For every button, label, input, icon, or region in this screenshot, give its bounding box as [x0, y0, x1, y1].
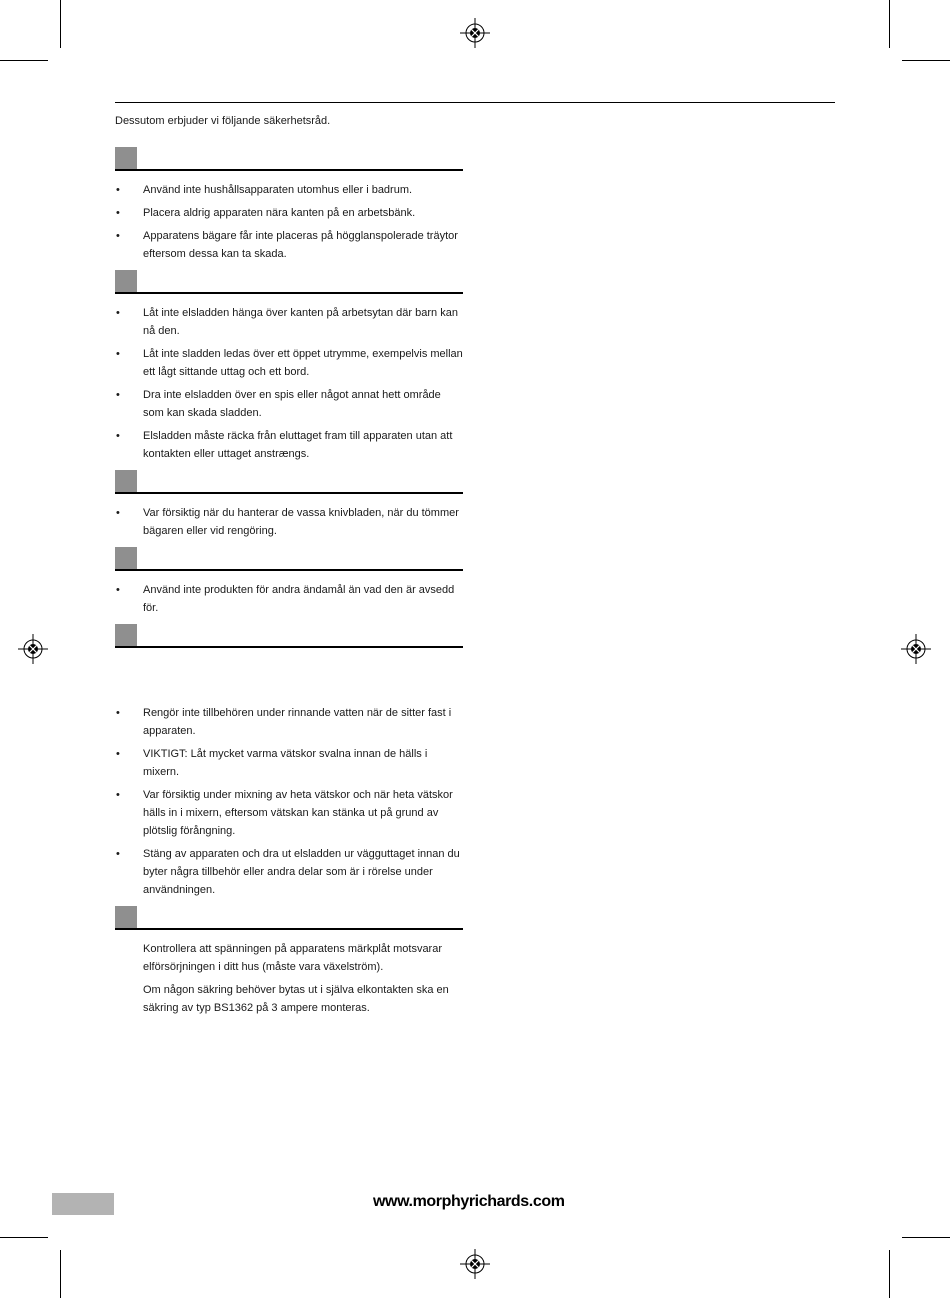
bullet-icon: •: [116, 789, 120, 801]
section-header: [115, 906, 463, 930]
list-item: [115, 304, 463, 340]
crop-mark: [902, 60, 950, 61]
list-item-text: Låt inte sladden ledas över ett öppet utrymme, exempelvis mellan ett lågt sittande uttag och ett bord.: [143, 348, 463, 378]
list-item: [115, 845, 463, 899]
bullet-icon: •: [116, 584, 120, 596]
paragraph: Om någon säkring behöver bytas ut i själva elkontakten ska en säkring av typ BS1362 på 3 ampere monteras.: [143, 984, 449, 1014]
bullet-list: [115, 504, 463, 540]
list-item-text: Dra inte elsladden över en spis eller något annat hett område som kan skada sladden.: [143, 389, 441, 419]
page-number-box: [52, 1193, 114, 1215]
list-item-text: Använd inte produkten för andra ändamål än vad den är avsedd för.: [143, 584, 455, 614]
paragraph: Kontrollera att spänningen på apparatens märkplåt motsvarar elförsörjningen i ditt hus (måste vara växelström).: [143, 943, 443, 973]
section-marker: [115, 624, 137, 646]
intro-text: Dessutom erbjuder vi följande säkerhetsråd.: [115, 115, 331, 127]
bullet-icon: •: [116, 507, 120, 519]
list-item-text: Var försiktig när du hanterar de vassa knivbladen, när du tömmer bägaren eller vid rengöring.: [143, 507, 459, 537]
bullet-icon: •: [116, 707, 120, 719]
registration-mark-icon: [460, 1249, 490, 1279]
list-item-text: Elsladden måste räcka från eluttaget fram till apparaten utan att kontakten eller uttaget anstrængs.: [143, 430, 453, 460]
list-item: [115, 745, 463, 781]
bullet-list: [115, 181, 463, 263]
crop-mark: [889, 1250, 890, 1298]
footer-url[interactable]: www.morphyrichards.com: [373, 1193, 565, 1210]
list-item: [115, 204, 463, 222]
section-header: [115, 547, 463, 571]
bullet-list: [115, 304, 463, 463]
bullet-icon: •: [116, 348, 120, 360]
bullet-icon: •: [116, 184, 120, 196]
header-rule: [115, 102, 835, 103]
blank-space: [115, 658, 463, 704]
bullet-icon: •: [116, 848, 120, 860]
registration-mark-icon: [901, 634, 931, 664]
bullet-icon: •: [116, 307, 120, 319]
list-item-text: Var försiktig under mixning av heta vätskor och när heta vätskor hälls in i mixern, eftersom vätskan kan stänka ut på grund av plötslig förångning.: [143, 789, 453, 837]
list-item: [115, 181, 463, 199]
list-item: [115, 704, 463, 740]
bullet-icon: •: [116, 230, 120, 242]
registration-mark-icon: [18, 634, 48, 664]
crop-mark: [0, 1237, 48, 1238]
list-item: [115, 786, 463, 840]
section-marker: [115, 270, 137, 292]
list-item: [115, 345, 463, 381]
bullet-icon: •: [116, 430, 120, 442]
list-item-text: Placera aldrig apparaten nära kanten på en arbetsbänk.: [143, 207, 416, 219]
crop-mark: [60, 1250, 61, 1298]
list-item-text: Använd inte hushållsapparaten utomhus eller i badrum.: [143, 184, 413, 196]
crop-mark: [60, 0, 61, 48]
list-item-text: Låt inte elsladden hänga över kanten på arbetsytan där barn kan nå den.: [143, 307, 458, 337]
list-item-text: Stäng av apparaten och dra ut elsladden ur vägguttaget innan du byter några tillbehör eller andra delar som är i rörelse under användningen.: [143, 848, 460, 896]
section-header: [115, 147, 463, 171]
section-marker: [115, 147, 137, 169]
crop-mark: [902, 1237, 950, 1238]
section-marker: [115, 547, 137, 569]
crop-mark: [0, 60, 48, 61]
registration-mark-icon: [460, 18, 490, 48]
list-item-text: Apparatens bägare får inte placeras på högglanspolerade träytor eftersom dessa kan ta skada.: [143, 230, 458, 260]
section-header: [115, 624, 463, 648]
bullet-icon: •: [116, 748, 120, 760]
list-item: [115, 386, 463, 422]
list-item-text: Rengör inte tillbehören under rinnande vatten när de sitter fast i apparaten.: [143, 707, 452, 737]
bullet-list: [115, 581, 463, 617]
list-item: [115, 427, 463, 463]
bullet-list: [115, 704, 463, 899]
bullet-icon: •: [116, 389, 120, 401]
section-marker: [115, 906, 137, 928]
list-item-text: VIKTIGT: Låt mycket varma vätskor svalna innan de hälls i mixern.: [143, 748, 428, 778]
crop-mark: [889, 0, 890, 48]
list-item: [115, 581, 463, 617]
list-item: [115, 504, 463, 540]
section-marker: [115, 470, 137, 492]
safety-content: [115, 114, 463, 1022]
section-header: [115, 270, 463, 294]
section-header: [115, 470, 463, 494]
bullet-icon: •: [116, 207, 120, 219]
list-item: [115, 227, 463, 263]
